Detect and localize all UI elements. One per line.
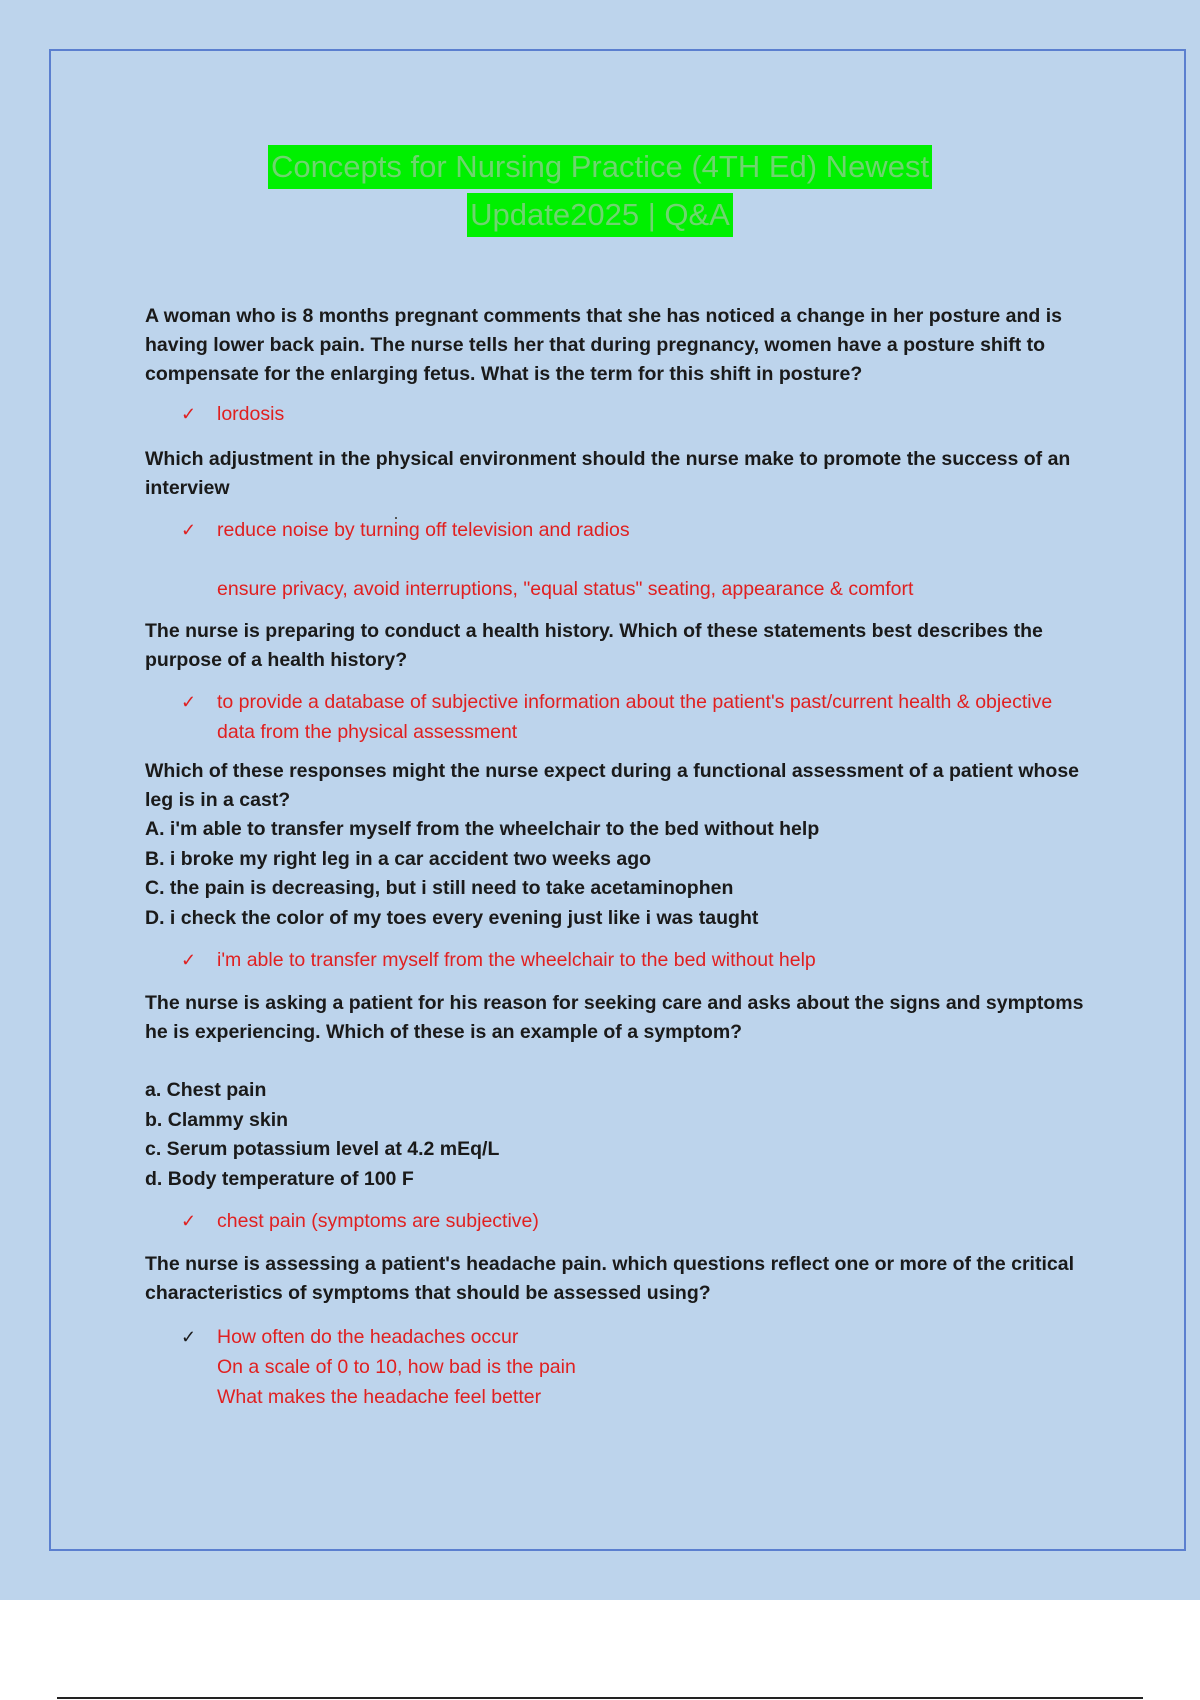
answer-6-line-3: What makes the headache feel better	[217, 1386, 542, 1408]
footer-rule	[57, 1697, 1143, 1699]
option-d: D. i check the color of my toes every evening just like i was taught	[145, 906, 759, 929]
check-icon: ✓	[181, 404, 197, 424]
option-c: C. the pain is decreasing, but i still need to take acetaminophen	[145, 877, 734, 899]
answer-6-line-2: On a scale of 0 to 10, how bad is the pain	[217, 1356, 576, 1378]
option-a: A. i'm able to transfer myself from the wheelchair to the bed without help	[145, 818, 820, 840]
check-icon: ✓	[181, 520, 197, 540]
answer-text: How often do the headaches occur	[217, 1326, 519, 1348]
question-1: A woman who is 8 months pregnant comments that she has noticed a change in her posture and is having lower back pain. The nurse tells her that during pregnancy, women have a posture shift to compensate for the enlarging fetus. What is the term for this shift in posture?	[145, 305, 1063, 385]
title-line-1: Concepts for Nursing Practice (4TH Ed) Newest	[268, 145, 932, 189]
answer-1	[145, 399, 1095, 429]
answer-2-note: ensure privacy, avoid interruptions, "equal status" seating, appearance & comfort	[217, 578, 914, 600]
answer-5	[145, 1206, 1095, 1236]
option-c: c. Serum potassium level at 4.2 mEq/L	[145, 1138, 500, 1160]
answer-3	[145, 687, 1095, 747]
question-4: Which of these responses might the nurse expect during a functional assessment of a patient whose leg is in a cast?	[145, 760, 1080, 811]
answer-4	[145, 945, 1095, 975]
option-a: a. Chest pain	[145, 1079, 267, 1101]
qa-content	[145, 302, 1095, 1412]
answer-text: chest pain (symptoms are subjective)	[217, 1210, 539, 1232]
answer-6	[145, 1322, 1095, 1352]
question-2: Which adjustment in the physical environment should the nurse make to promote the success of an interview	[145, 448, 1071, 499]
option-b: b. Clammy skin	[145, 1108, 289, 1131]
answer-text: lordosis	[217, 403, 285, 425]
answer-text: i'm able to transfer myself from the wheelchair to the bed without help	[217, 949, 816, 971]
option-b: B. i broke my right leg in a car accident two weeks ago	[145, 847, 652, 870]
answer-text: reduce noise by turning off television and radios	[217, 519, 630, 541]
check-icon: ✓	[181, 950, 197, 970]
title-line-2: Update2025 | Q&A	[467, 193, 733, 237]
question-6: The nurse is assessing a patient's headache pain. which questions reflect one or more of the critical characteristics of symptoms that should be assessed using?	[145, 1253, 1074, 1304]
option-d: d. Body temperature of 100 F	[145, 1167, 414, 1190]
check-icon: ✓	[181, 1211, 197, 1231]
question-5: The nurse is asking a patient for his reason for seeking care and asks about the signs and symptoms he is experiencing. Which of these is an example of a symptom?	[145, 992, 1084, 1043]
document-title	[0, 145, 1200, 237]
answer-text: to provide a database of subjective information about the patient's past/current health & objective data from the physical assessment	[217, 691, 1053, 743]
check-icon: ✓	[181, 692, 197, 712]
answer-2	[145, 515, 1095, 545]
question-3: The nurse is preparing to conduct a health history. Which of these statements best describes the purpose of a health history?	[145, 620, 1043, 671]
check-icon: ✓	[181, 1327, 197, 1347]
